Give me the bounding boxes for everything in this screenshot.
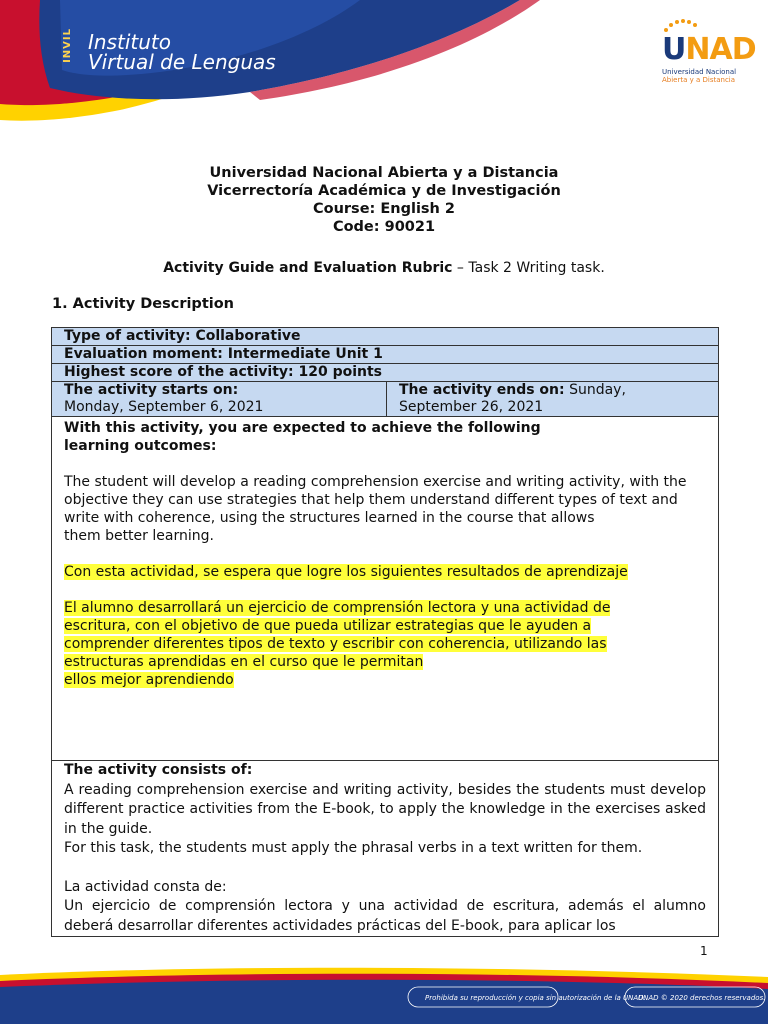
end-label: The activity ends on: <box>399 382 565 398</box>
outcomes-spanish-line: ellos mejor aprendiendo <box>64 672 234 688</box>
consists-spanish-heading: La actividad consta de: <box>64 878 227 895</box>
activity-consists-cell <box>52 761 719 937</box>
footer-rights-notice: UNAD © 2020 derechos reservados. <box>638 994 766 1002</box>
learning-outcomes-cell <box>52 417 719 761</box>
vice-rectory: Vicerrectoría Académica y de Investigación <box>207 183 561 199</box>
table-row <box>52 382 719 417</box>
page-number: 1 <box>700 944 708 958</box>
outcomes-spanish-line: escritura, con el objetivo de que pueda utilizar estrategias que le ayuden a <box>64 618 592 634</box>
course-code: Code: 90021 <box>332 219 436 235</box>
outcomes-spanish-line: comprender diferentes tipos de texto y escribir con coherencia, utilizando las <box>64 636 607 652</box>
evaluation-moment: Evaluation moment: Intermediate Unit 1 <box>52 346 719 364</box>
logo-subtitle-2: Abierta y a Distancia <box>662 76 736 84</box>
course-name: Course: English 2 <box>312 201 456 217</box>
activity-table <box>51 327 719 937</box>
outcomes-heading-1: With this activity, you are expected to achieve the following <box>64 420 541 436</box>
invil-side-tag: INVIL <box>62 28 73 63</box>
start-date-cell <box>52 382 387 417</box>
table-row <box>52 761 719 937</box>
table-row <box>52 417 719 761</box>
logo-wordmark: UNAD <box>662 32 756 67</box>
consists-english: A reading comprehension exercise and writing activity, besides the students must develop different practice activities from the E-book, to apply the knowledge in the exercises asked in the guide. <box>64 781 706 837</box>
brand-title-line2: Virtual de Lenguas <box>88 50 276 74</box>
consists-heading: The activity consists of: <box>64 762 253 778</box>
section-heading: 1. Activity Description <box>52 296 235 312</box>
table-row <box>52 346 719 364</box>
start-value: Monday, September 6, 2021 <box>64 399 264 415</box>
consists-spanish: Un ejercicio de comprensión lectora y una actividad de escritura, además el alumno deberá desarrollar diferentes actividades prácticas del E-book, para aplicar los <box>64 898 706 934</box>
outcomes-spanish-line: estructuras aprendidas en el curso que le permitan <box>64 654 424 670</box>
guide-heading: Activity Guide and Evaluation Rubric – Task 2 Writing task. <box>163 260 605 276</box>
consists-english-2: For this task, the students must apply the phrasal verbs in a text written for them. <box>64 840 643 856</box>
start-label: The activity starts on: <box>64 382 239 398</box>
end-value-b: September 26, 2021 <box>399 399 544 415</box>
logo-subtitle-1: Universidad Nacional <box>662 68 737 76</box>
footer-copy-notice: Prohibida su reproducción y copia sin autorización de la UNAD. <box>425 994 646 1002</box>
unad-logo <box>662 18 756 88</box>
outcomes-english-2: them better learning. <box>64 528 214 544</box>
university-name: Universidad Nacional Abierta y a Distancia <box>209 165 559 181</box>
outcomes-spanish-heading: Con esta actividad, se espera que logre los siguientes resultados de aprendizaje <box>64 564 628 580</box>
outcomes-english: The student will develop a reading comprehension exercise and writing activity, with the objective they can use strategies that help them understand different types of text and write with coherence, using the structures learned in the course that allows <box>64 474 687 526</box>
end-value-a: Sunday, <box>564 382 626 398</box>
table-row <box>52 364 719 382</box>
type-of-activity: Type of activity: Collaborative <box>52 328 719 346</box>
end-date-cell <box>387 382 719 417</box>
highest-score: Highest score of the activity: 120 points <box>52 364 719 382</box>
header-banner <box>0 0 768 140</box>
outcomes-heading-2: learning outcomes: <box>64 438 217 454</box>
brand-title-line1: Instituto <box>88 30 171 54</box>
document-title <box>0 164 768 236</box>
table-row <box>52 328 719 346</box>
footer-band <box>0 965 768 1024</box>
outcomes-spanish-line: El alumno desarrollará un ejercicio de comprensión lectora y una actividad de <box>64 600 611 616</box>
